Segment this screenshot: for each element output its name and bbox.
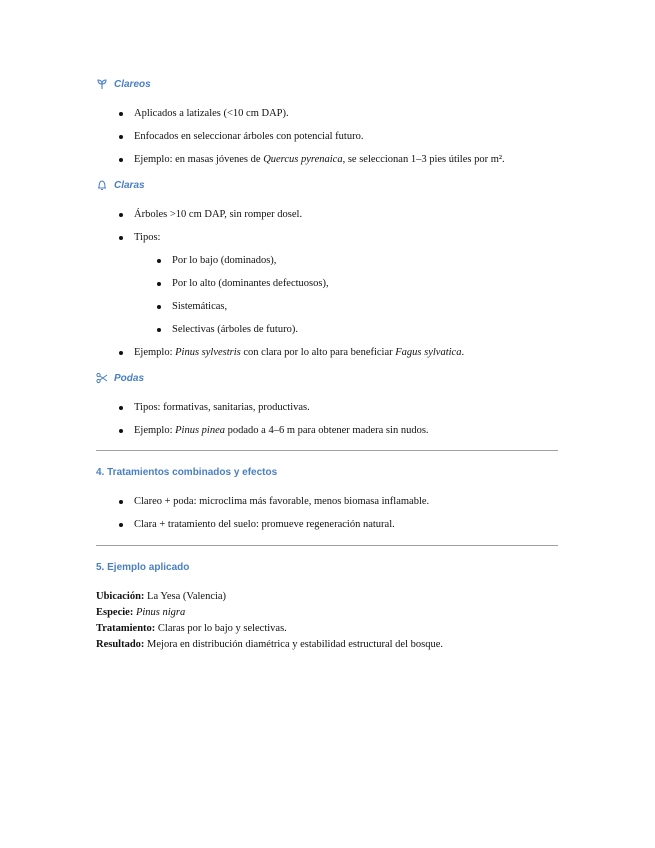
- section-5-heading: 5. Ejemplo aplicado: [96, 562, 190, 573]
- claras-list: [96, 207, 558, 245]
- divider: [96, 450, 558, 451]
- list-item: Ejemplo: Pinus sylvestris con clara por lo alto para beneficiar Fagus sylvatica.: [96, 345, 558, 360]
- list-item: Clara + tratamiento del suelo: promueve regeneración natural.: [96, 517, 558, 532]
- list-item: Enfocados en seleccionar árboles con potencial futuro.: [96, 129, 558, 144]
- tratamiento-line: Tratamiento: Claras por lo bajo y selectivas.: [96, 623, 287, 634]
- especie-line: Especie: Pinus nigra: [96, 607, 186, 618]
- document-page: [96, 72, 558, 653]
- sprout-icon: [96, 78, 108, 90]
- ejemplo-block: [96, 589, 558, 653]
- section-4-heading: 4. Tratamientos combinados y efectos: [96, 467, 278, 478]
- list-item: Tipos:: [96, 230, 558, 245]
- list-item: Clareo + poda: microclima más favorable, menos biomasa inflamable.: [96, 494, 558, 509]
- list-item: Por lo alto (dominantes defectuosos),: [96, 276, 558, 291]
- list-item: Ejemplo: Pinus pinea podado a 4–6 m para obtener madera sin nudos.: [96, 423, 558, 438]
- bell-icon: [96, 179, 108, 191]
- list-item: Árboles >10 cm DAP, sin romper dosel.: [96, 207, 558, 222]
- ubicacion-line: Ubicación: La Yesa (Valencia): [96, 591, 227, 602]
- claras-example-list: [96, 345, 558, 360]
- claras-title: Claras: [114, 179, 145, 191]
- podas-title: Podas: [114, 372, 145, 384]
- podas-list: [96, 400, 558, 438]
- list-item: Selectivas (árboles de futuro).: [96, 322, 558, 337]
- list-item: Ejemplo: en masas jóvenes de Quercus pyrenaica, se seleccionan 1–3 pies útiles por m².: [96, 152, 558, 167]
- combinados-list: [96, 494, 558, 532]
- clareos-list: [96, 106, 558, 167]
- clareos-heading: [96, 78, 558, 90]
- resultado-line: Resultado: Mejora en distribución diamétrica y estabilidad estructural del bosque.: [96, 639, 443, 650]
- list-item: Tipos: formativas, sanitarias, productivas.: [96, 400, 558, 415]
- claras-heading: [96, 179, 558, 191]
- list-item: Sistemáticas,: [96, 299, 558, 314]
- clareos-title: Clareos: [114, 78, 151, 90]
- divider: [96, 545, 558, 546]
- list-item: Aplicados a latizales (<10 cm DAP).: [96, 106, 558, 121]
- list-item: Por lo bajo (dominados),: [96, 253, 558, 268]
- scissors-icon: [96, 372, 108, 384]
- podas-heading: [96, 372, 558, 384]
- claras-sublist: [96, 253, 558, 337]
